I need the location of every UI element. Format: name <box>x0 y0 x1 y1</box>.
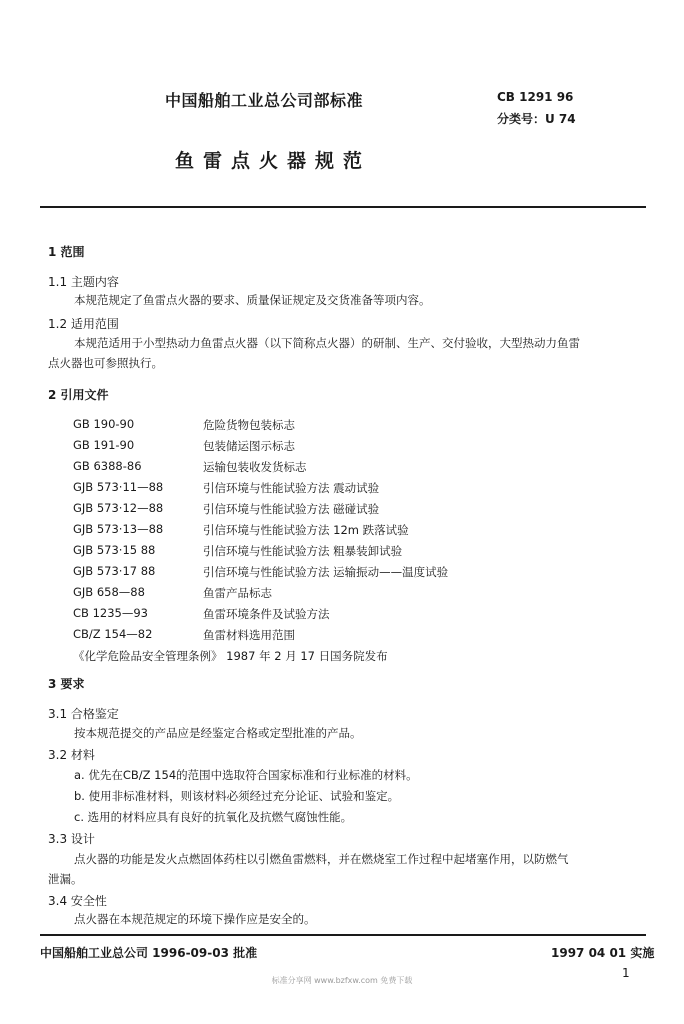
reference-code: CB/Z 154—82 <box>73 627 153 641</box>
section-1-2-heading: 1.2 适用范围 <box>48 317 119 331</box>
section-3-2-item-c: c. 选用的材料应具有良好的抗氧化及抗燃气腐蚀性能。 <box>74 810 353 824</box>
reference-code: GB 190-90 <box>73 417 135 431</box>
reference-name: 鱼雷产品标志 <box>203 586 272 600</box>
reference-code: GB 191-90 <box>73 438 135 452</box>
reference-name: 鱼雷环境条件及试验方法 <box>203 607 330 621</box>
reference-code: GJB 573·17 88 <box>73 564 156 578</box>
section-1-heading: 1 范围 <box>48 245 85 259</box>
section-1-2-text-line1: 本规范适用于小型热动力鱼雷点火器（以下简称点火器）的研制、生产、交付验收，大型热动力鱼雷 <box>74 336 580 350</box>
standard-code: CB 1291 96 <box>497 90 574 104</box>
reference-name: 危险货物包装标志 <box>203 418 295 432</box>
classification-code: 分类号：U 74 <box>497 112 576 126</box>
section-1-1-text: 本规范规定了鱼雷点火器的要求、质量保证规定及交货准备等项内容。 <box>74 293 431 307</box>
section-3-1-heading: 3.1 合格鉴定 <box>48 707 119 721</box>
section-3-1-text: 按本规范提交的产品应是经鉴定合格或定型批准的产品。 <box>74 726 362 740</box>
footer-rule <box>40 934 646 936</box>
reference-code: GJB 658—88 <box>73 585 145 599</box>
page-number: 1 <box>622 966 630 980</box>
reference-code: GJB 573·12—88 <box>73 501 164 515</box>
reference-code: GJB 573·13—88 <box>73 522 164 536</box>
approval-line: 中国船舶工业总公司 1996-09-03 批准 <box>40 946 258 960</box>
reference-name: 引信环境与性能试验方法 12m 跌落试验 <box>203 523 409 537</box>
section-3-2-item-b: b. 使用非标准材料，则该材料必须经过充分论证、试验和鉴定。 <box>74 789 400 803</box>
reference-name: 包装储运图示标志 <box>203 439 295 453</box>
reference-code: GJB 573·11—88 <box>73 480 164 494</box>
implementation-date: 1997 04 01 实施 <box>551 946 655 960</box>
section-3-3-heading: 3.3 设计 <box>48 832 95 846</box>
section-3-2-heading: 3.2 材料 <box>48 748 95 762</box>
reference-code: GB 6388-86 <box>73 459 142 473</box>
section-3-heading: 3 要求 <box>48 677 85 691</box>
reference-code: CB 1235—93 <box>73 606 148 620</box>
section-1-2-text-line2: 点火器也可参照执行。 <box>48 356 163 370</box>
reference-code: GJB 573·15 88 <box>73 543 156 557</box>
document-title: 鱼雷点火器规范 <box>175 150 372 172</box>
reference-name: 引信环境与性能试验方法 磁碰试验 <box>203 502 380 516</box>
watermark: 标准分享网 www.bzfxw.com 免费下载 <box>271 976 413 985</box>
section-3-4-heading: 3.4 安全性 <box>48 894 107 908</box>
section-3-4-text: 点火器在本规范规定的环境下操作应是安全的。 <box>74 912 316 926</box>
regulation-reference: 《化学危险品安全管理条例》 1987 年 2 月 17 日国务院发布 <box>73 649 388 663</box>
organization-title: 中国船舶工业总公司部标准 <box>165 91 364 110</box>
reference-name: 鱼雷材料选用范围 <box>203 628 295 642</box>
reference-name: 引信环境与性能试验方法 震动试验 <box>203 481 380 495</box>
section-3-3-text-line1: 点火器的功能是发火点燃固体药柱以引燃鱼雷燃料，并在燃烧室工作过程中起堵塞作用，以防燃气 <box>74 852 569 866</box>
reference-name: 引信环境与性能试验方法 粗暴装卸试验 <box>203 544 403 558</box>
section-3-2-item-a: a. 优先在CB/Z 154的范围中选取符合国家标准和行业标准的材料。 <box>74 768 418 782</box>
section-2-heading: 2 引用文件 <box>48 388 109 402</box>
reference-name: 引信环境与性能试验方法 运输振动——温度试验 <box>203 565 449 579</box>
section-1-1-heading: 1.1 主题内容 <box>48 275 119 289</box>
header-rule <box>40 206 646 208</box>
reference-name: 运输包装收发货标志 <box>203 460 307 474</box>
section-3-3-text-line2: 泄漏。 <box>48 872 83 886</box>
